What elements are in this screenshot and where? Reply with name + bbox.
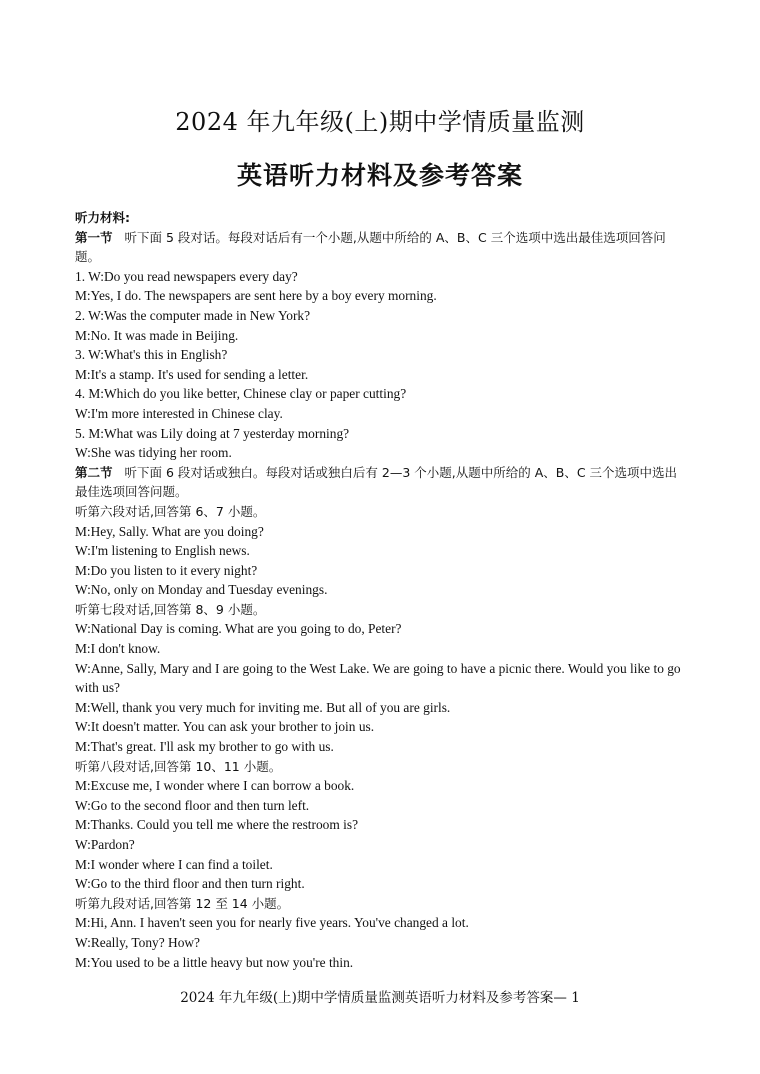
- dialogue-heading: 听第八段对话,回答第 10、11 小题。: [75, 758, 282, 774]
- document-title: 2024 年九年级(上)期中学情质量监测: [175, 108, 585, 136]
- dialogue-line: W:Really, Tony? How?: [75, 934, 200, 950]
- dialogue-line: W:No, only on Monday and Tuesday evenings.: [75, 582, 328, 598]
- part-1-dialogues: [75, 267, 687, 463]
- section-1-instruction: 听下面 5 段对话。每段对话后有一个小题,从题中所给的 A、B、C 三个选项中选出最佳选项回答问题。: [75, 229, 666, 265]
- dialogue-line: W:I'm more interested in Chinese clay.: [75, 405, 283, 421]
- dialogue-line: M:Do you listen to it every night?: [75, 562, 258, 578]
- dialogue-line: 2. W:Was the computer made in New York?: [75, 307, 311, 323]
- section-2-name: 第二节: [75, 464, 113, 480]
- dialogue-line: M:You used to be a little heavy but now you're thin.: [75, 954, 354, 970]
- section-2-heading: [75, 463, 687, 502]
- dialogue-line: M:Yes, I do. The newspapers are sent here by a boy every morning.: [75, 288, 437, 304]
- dialogue-line: M:It's a stamp. It's used for sending a letter.: [75, 366, 309, 382]
- dialogue-line: W:I'm listening to English news.: [75, 543, 250, 559]
- dialogue-heading: 听第七段对话,回答第 8、9 小题。: [75, 601, 266, 617]
- dialogue-line: M:Well, thank you very much for inviting me. But all of you are girls.: [75, 699, 451, 715]
- dialogue-line: M:That's great. I'll ask my brother to go with us.: [75, 739, 334, 755]
- dialogue-line: 5. M:What was Lily doing at 7 yesterday morning?: [75, 425, 350, 441]
- dialogue-line: W:National Day is coming. What are you going to do, Peter?: [75, 621, 402, 637]
- dialogue-line: M:Excuse me, I wonder where I can borrow a book.: [75, 778, 355, 794]
- dialogue-line: M:Hey, Sally. What are you doing?: [75, 523, 264, 539]
- dialogue-line: M:I don't know.: [75, 641, 161, 657]
- dialogue-line: 4. M:Which do you like better, Chinese clay or paper cutting?: [75, 386, 407, 402]
- section-1-name: 第一节: [75, 229, 113, 245]
- page-footer: 2024 年九年级(上)期中学情质量监测英语听力材料及参考答案— 1: [180, 990, 580, 1006]
- part-2-dialogues: [75, 502, 687, 972]
- dialogue-heading: 听第九段对话,回答第 12 至 14 小题。: [75, 895, 290, 911]
- dialogue-line: 3. W:What's this in English?: [75, 347, 228, 363]
- document-subtitle: 英语听力材料及参考答案: [236, 161, 523, 190]
- dialogue-line: W:Go to the second floor and then turn left.: [75, 797, 310, 813]
- material-label: 听力材料:: [75, 210, 130, 225]
- dialogue-line: W:It doesn't matter. You can ask your brother to join us.: [75, 719, 375, 735]
- dialogue-line: 1. W:Do you read newspapers every day?: [75, 268, 298, 284]
- dialogue-line: M:Hi, Ann. I haven't seen you for nearly five years. You've changed a lot.: [75, 915, 469, 931]
- dialogue-line: M:No. It was made in Beijing.: [75, 327, 239, 343]
- listening-material: [75, 208, 687, 972]
- dialogue-heading: 听第六段对话,回答第 6、7 小题。: [75, 503, 266, 519]
- dialogue-line: M:I wonder where I can find a toilet.: [75, 856, 273, 872]
- dialogue-line: W:Go to the third floor and then turn right.: [75, 876, 305, 892]
- section-1-heading: [75, 228, 687, 267]
- dialogue-line: M:Thanks. Could you tell me where the restroom is?: [75, 817, 359, 833]
- dialogue-line: W:She was tidying her room.: [75, 445, 232, 461]
- dialogue-line: W:Pardon?: [75, 837, 135, 852]
- dialogue-line: W:Anne, Sally, Mary and I are going to the West Lake. We are going to have a picnic there. Would you like to go with us?: [75, 660, 681, 696]
- section-2-instruction: 听下面 6 段对话或独白。每段对话或独白后有 2—3 个小题,从题中所给的 A、B、C 三个选项中选出最佳选项回答问题。: [75, 464, 678, 500]
